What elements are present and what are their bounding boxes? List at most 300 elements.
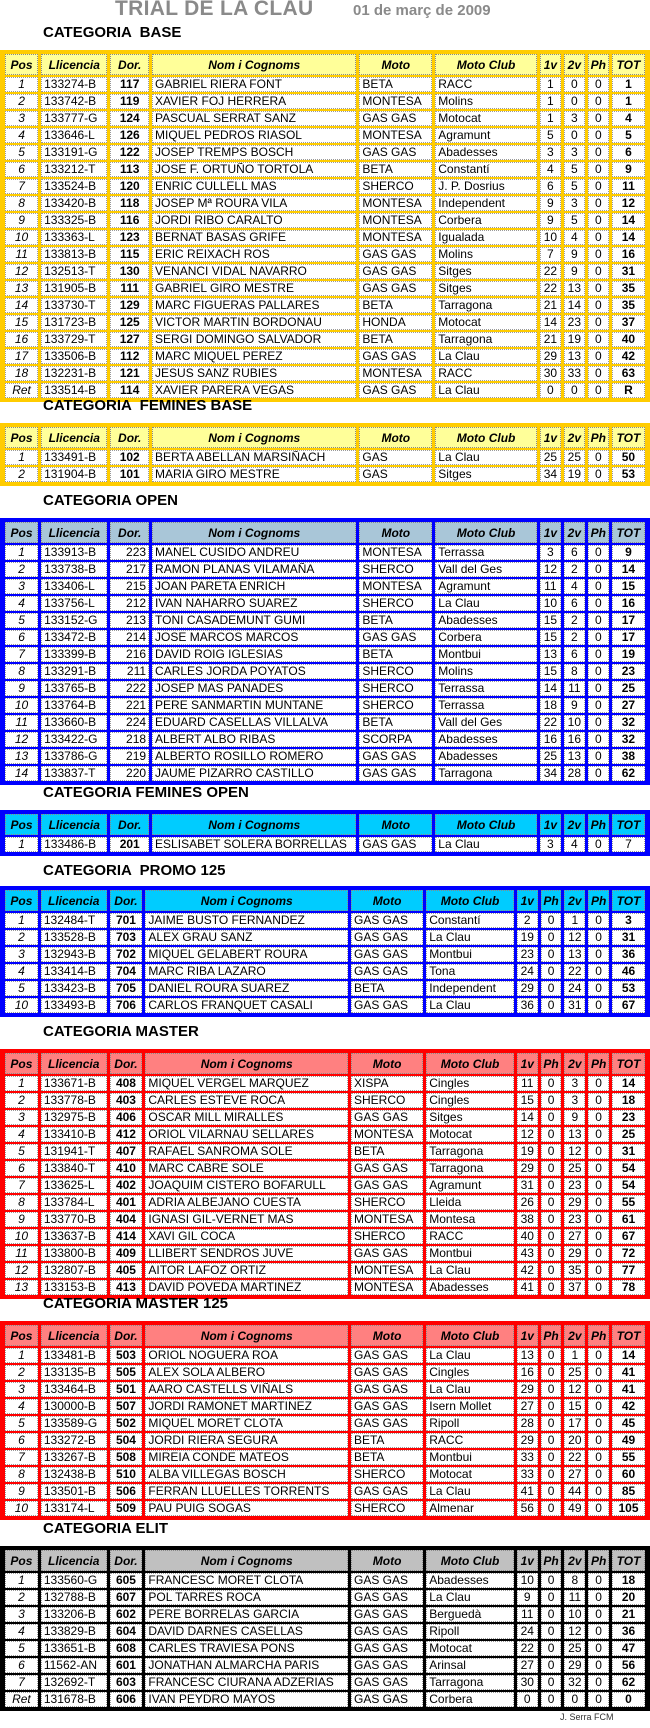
cell-lap1: 33 xyxy=(517,1467,538,1482)
cell-bib: 605 xyxy=(110,1573,143,1588)
cell-lap1: 1 xyxy=(540,94,561,109)
cell-total: 67 xyxy=(612,998,645,1013)
cell-lap1: 21 xyxy=(540,298,561,313)
cell-club: Sitges xyxy=(435,467,537,482)
column-header-license: Llicencia xyxy=(41,1053,107,1074)
column-header-pos: Pos xyxy=(5,54,38,75)
cell-total: R xyxy=(612,383,645,398)
cell-name: MARC CABRE SOLE xyxy=(145,1161,348,1176)
cell-name: JORDI RIERA SEGURA xyxy=(145,1433,348,1448)
cell-club: Corbera xyxy=(435,213,537,228)
cell-bike: BETA xyxy=(359,647,432,662)
cell-club: Constantí xyxy=(435,162,537,177)
table-row xyxy=(5,179,645,194)
cell-total: 42 xyxy=(612,349,645,364)
table-row xyxy=(5,1127,645,1142)
cell-pos: 6 xyxy=(5,630,38,645)
column-header-license: Llicencia xyxy=(41,522,107,543)
cell-penalty2: 0 xyxy=(588,1641,609,1656)
cell-license: 132788-B xyxy=(41,1590,107,1605)
cell-club: Motocat xyxy=(426,1467,514,1482)
table-row xyxy=(5,247,645,262)
table-row xyxy=(5,837,645,852)
cell-penalty: 0 xyxy=(588,315,609,330)
cell-name: ORIOL NOGUERA ROA xyxy=(145,1348,348,1363)
cell-penalty2: 0 xyxy=(588,964,609,979)
column-header-name: Nom i Cognoms xyxy=(152,522,356,543)
cell-lap2: 12 xyxy=(564,1144,585,1159)
cell-lap1: 9 xyxy=(540,196,561,211)
cell-lap1: 22 xyxy=(540,281,561,296)
column-header-bib: Dor. xyxy=(110,890,143,911)
category-title: CATEGORIA MASTER xyxy=(43,1023,199,1040)
cell-club: La Clau xyxy=(426,930,514,945)
cell-lap2: 6 xyxy=(564,545,585,560)
cell-bike: SHERCO xyxy=(351,1093,423,1108)
cell-club: Sitges xyxy=(426,1110,514,1125)
column-header-bike: Moto xyxy=(359,54,432,75)
cell-pos: 4 xyxy=(5,964,38,979)
table-header-row xyxy=(5,522,645,543)
cell-club: Abadesses xyxy=(435,749,537,764)
cell-lap1: 41 xyxy=(517,1280,538,1295)
cell-club: Motocat xyxy=(426,1641,514,1656)
cell-total: 32 xyxy=(612,732,645,747)
cell-lap2: 27 xyxy=(564,1467,585,1482)
cell-name: DAVID ROIG IGLESIAS xyxy=(152,647,356,662)
cell-name: XAVIER PARERA VEGAS xyxy=(152,383,356,398)
cell-penalty1: 0 xyxy=(541,1450,562,1465)
cell-lap1: 23 xyxy=(517,947,538,962)
cell-pos: 11 xyxy=(5,715,38,730)
cell-lap1: 0 xyxy=(540,383,561,398)
cell-license: 131905-B xyxy=(41,281,107,296)
cell-license: 133152-G xyxy=(41,613,107,628)
column-header-lap2: 2v xyxy=(564,1053,585,1074)
cell-name: DAVID DARNES CASELLAS xyxy=(145,1624,348,1639)
cell-lap2: 3 xyxy=(564,111,585,126)
cell-penalty2: 0 xyxy=(588,1280,609,1295)
column-header-license: Llicencia xyxy=(41,427,107,448)
cell-bike: GAS GAS xyxy=(359,349,432,364)
cell-lap2: 9 xyxy=(564,264,585,279)
cell-lap2: 4 xyxy=(564,579,585,594)
cell-license: 133464-B xyxy=(41,1382,107,1397)
cell-penalty: 0 xyxy=(588,383,609,398)
cell-license: 133267-B xyxy=(41,1450,107,1465)
cell-bib: 101 xyxy=(110,467,149,482)
column-header-bike: Moto xyxy=(359,522,432,543)
cell-penalty1: 0 xyxy=(541,1484,562,1499)
column-header-penalty2: Ph xyxy=(588,890,609,911)
cell-lap2: 2 xyxy=(564,613,585,628)
cell-lap1: 25 xyxy=(540,749,561,764)
cell-license: 133560-G xyxy=(41,1573,107,1588)
cell-penalty: 0 xyxy=(588,596,609,611)
column-header-penalty2: Ph xyxy=(588,1550,609,1571)
cell-bike: GAS GAS xyxy=(359,837,432,852)
cell-total: 27 xyxy=(612,698,645,713)
cell-club: Vall del Ges xyxy=(435,562,537,577)
cell-total: 53 xyxy=(612,981,645,996)
cell-license: 133506-B xyxy=(41,349,107,364)
cell-total: 55 xyxy=(612,1195,645,1210)
cell-total: 23 xyxy=(612,1110,645,1125)
cell-bib: 224 xyxy=(110,715,149,730)
cell-lap1: 25 xyxy=(540,450,561,465)
cell-club: Cingles xyxy=(426,1365,514,1380)
cell-lap1: 13 xyxy=(540,647,561,662)
cell-bib: 220 xyxy=(110,766,149,781)
cell-lap1: 1 xyxy=(540,77,561,92)
column-header-penalty: Ph xyxy=(588,54,609,75)
cell-total: 14 xyxy=(612,230,645,245)
cell-penalty: 0 xyxy=(588,179,609,194)
cell-license: 133135-B xyxy=(41,1365,107,1380)
cell-penalty2: 0 xyxy=(588,1348,609,1363)
cell-bib: 502 xyxy=(110,1416,143,1431)
cell-bib: 114 xyxy=(110,383,149,398)
cell-license: 133813-B xyxy=(41,247,107,262)
cell-bike: GAS GAS xyxy=(351,1624,423,1639)
results-table xyxy=(2,520,648,783)
cell-pos: 3 xyxy=(5,1110,38,1125)
cell-license: 133423-B xyxy=(41,981,107,996)
column-header-pos: Pos xyxy=(5,1325,38,1346)
cell-pos: Ret xyxy=(5,383,38,398)
cell-penalty1: 0 xyxy=(541,1573,562,1588)
column-header-lap1: 1v xyxy=(517,1053,538,1074)
cell-pos: 5 xyxy=(5,1641,38,1656)
cell-penalty: 0 xyxy=(588,298,609,313)
cell-lap1: 10 xyxy=(517,1573,538,1588)
cell-lap2: 20 xyxy=(564,1433,585,1448)
cell-pos: 18 xyxy=(5,366,38,381)
cell-name: LLIBERT SENDROS JUVE xyxy=(145,1246,348,1261)
cell-lap1: 10 xyxy=(540,230,561,245)
cell-lap2: 27 xyxy=(564,1229,585,1244)
column-header-pos: Pos xyxy=(5,1550,38,1571)
column-header-lap1: 1v xyxy=(517,1550,538,1571)
cell-bike: MONTESA xyxy=(359,579,432,594)
cell-penalty2: 0 xyxy=(588,913,609,928)
column-header-total: TOT xyxy=(612,1325,645,1346)
cell-name: AITOR LAFOZ ORTIZ xyxy=(145,1263,348,1278)
cell-club: Sitges xyxy=(435,264,537,279)
cell-lap1: 6 xyxy=(540,179,561,194)
column-header-penalty: Ph xyxy=(588,427,609,448)
cell-penalty1: 0 xyxy=(541,1144,562,1159)
cell-lap1: 9 xyxy=(517,1590,538,1605)
column-header-total: TOT xyxy=(612,522,645,543)
cell-penalty: 0 xyxy=(588,196,609,211)
cell-penalty2: 0 xyxy=(588,1658,609,1673)
cell-bib: 606 xyxy=(110,1692,143,1707)
cell-name: FRANCESC MORET CLOTA xyxy=(145,1573,348,1588)
cell-bib: 403 xyxy=(110,1093,143,1108)
cell-bike: MONTESA xyxy=(359,94,432,109)
cell-pos: 13 xyxy=(5,1280,38,1295)
cell-bib: 215 xyxy=(110,579,149,594)
table-row xyxy=(5,930,645,945)
table-row xyxy=(5,545,645,560)
cell-license: 133625-L xyxy=(41,1178,107,1193)
cell-lap1: 10 xyxy=(540,596,561,611)
cell-lap1: 16 xyxy=(517,1365,538,1380)
results-table xyxy=(2,52,648,400)
column-header-bib: Dor. xyxy=(110,1325,143,1346)
cell-club: Motocat xyxy=(435,315,537,330)
table-row xyxy=(5,264,645,279)
column-header-penalty: Ph xyxy=(588,522,609,543)
cell-club: RACC xyxy=(426,1229,514,1244)
cell-bike: SHERCO xyxy=(359,562,432,577)
cell-bike: MONTESA xyxy=(351,1127,423,1142)
cell-club: Molins xyxy=(435,664,537,679)
cell-lap1: 3 xyxy=(540,545,561,560)
cell-club: Terrassa xyxy=(435,545,537,560)
cell-bike: GAS GAS xyxy=(351,1658,423,1673)
cell-penalty1: 0 xyxy=(541,1692,562,1707)
column-header-name: Nom i Cognoms xyxy=(145,1053,348,1074)
cell-bike: GAS GAS xyxy=(351,1161,423,1176)
cell-penalty: 0 xyxy=(588,230,609,245)
cell-lap2: 8 xyxy=(564,1573,585,1588)
cell-bib: 504 xyxy=(110,1433,143,1448)
cell-penalty1: 0 xyxy=(541,947,562,962)
cell-total: 14 xyxy=(612,213,645,228)
cell-pos: 10 xyxy=(5,230,38,245)
cell-total: 9 xyxy=(612,545,645,560)
cell-bib: 118 xyxy=(110,196,149,211)
cell-license: 133646-L xyxy=(41,128,107,143)
cell-pos: 1 xyxy=(5,450,38,465)
cell-name: IVAN PEYDRO MAYOS xyxy=(145,1692,348,1707)
cell-bib: 507 xyxy=(110,1399,143,1414)
table-row xyxy=(5,1573,645,1588)
cell-pos: 2 xyxy=(5,467,38,482)
cell-penalty1: 0 xyxy=(541,1110,562,1125)
cell-name: JESUS SANZ RUBIES xyxy=(152,366,356,381)
cell-penalty2: 0 xyxy=(588,1195,609,1210)
cell-total: 0 xyxy=(612,1692,645,1707)
cell-lap2: 12 xyxy=(564,930,585,945)
cell-bike: GAS GAS xyxy=(351,930,423,945)
cell-bike: GAS GAS xyxy=(359,145,432,160)
cell-bike: GAS GAS xyxy=(351,964,423,979)
column-header-penalty1: Ph xyxy=(541,1325,562,1346)
cell-lap2: 23 xyxy=(564,1212,585,1227)
cell-pos: 8 xyxy=(5,1467,38,1482)
cell-penalty2: 0 xyxy=(588,1692,609,1707)
cell-lap1: 28 xyxy=(517,1416,538,1431)
cell-total: 54 xyxy=(612,1161,645,1176)
table-row xyxy=(5,1382,645,1397)
table-row xyxy=(5,1501,645,1516)
table-row xyxy=(5,1641,645,1656)
cell-lap1: 42 xyxy=(517,1263,538,1278)
cell-penalty2: 0 xyxy=(588,998,609,1013)
cell-lap1: 1 xyxy=(540,111,561,126)
table-row xyxy=(5,664,645,679)
table-row xyxy=(5,947,645,962)
cell-penalty2: 0 xyxy=(588,1450,609,1465)
cell-lap2: 13 xyxy=(564,281,585,296)
cell-name: DANIEL ROURA SUAREZ xyxy=(145,981,348,996)
cell-name: MIREIA CONDE MATEOS xyxy=(145,1450,348,1465)
cell-club: Tona xyxy=(426,964,514,979)
cell-club: Almenar xyxy=(426,1501,514,1516)
cell-name: MARIA GIRO MESTRE xyxy=(152,467,356,482)
cell-license: 133770-B xyxy=(41,1212,107,1227)
cell-lap2: 8 xyxy=(564,664,585,679)
column-header-lap2: 2v xyxy=(564,890,585,911)
cell-bike: GAS GAS xyxy=(351,1348,423,1363)
cell-lap2: 5 xyxy=(564,162,585,177)
cell-bib: 705 xyxy=(110,981,143,996)
cell-bike: GAS GAS xyxy=(351,1399,423,1414)
cell-total: 18 xyxy=(612,1573,645,1588)
cell-pos: 9 xyxy=(5,1484,38,1499)
cell-lap2: 32 xyxy=(564,1675,585,1690)
cell-lap2: 2 xyxy=(564,630,585,645)
cell-lap1: 27 xyxy=(517,1399,538,1414)
cell-club: La Clau xyxy=(426,1590,514,1605)
cell-club: J. P. Dosrius xyxy=(435,179,537,194)
cell-lap2: 35 xyxy=(564,1263,585,1278)
cell-bib: 603 xyxy=(110,1675,143,1690)
cell-total: 45 xyxy=(612,1416,645,1431)
cell-total: 1 xyxy=(612,77,645,92)
cell-pos: 10 xyxy=(5,1501,38,1516)
cell-name: OSCAR MILL MIRALLES xyxy=(145,1110,348,1125)
cell-lap2: 28 xyxy=(564,766,585,781)
cell-club: Igualada xyxy=(435,230,537,245)
cell-penalty1: 0 xyxy=(541,1590,562,1605)
author-credit: J. Serra FCM xyxy=(560,1712,614,1722)
column-header-bike: Moto xyxy=(351,1053,423,1074)
cell-pos: 9 xyxy=(5,681,38,696)
cell-pos: 7 xyxy=(5,647,38,662)
cell-bib: 409 xyxy=(110,1246,143,1261)
cell-lap1: 15 xyxy=(540,664,561,679)
table-row xyxy=(5,596,645,611)
cell-name: JORDI RIBO CARALTO xyxy=(152,213,356,228)
cell-club: Agramunt xyxy=(426,1178,514,1193)
cell-penalty1: 0 xyxy=(541,1467,562,1482)
cell-penalty2: 0 xyxy=(588,1467,609,1482)
cell-bib: 602 xyxy=(110,1607,143,1622)
table-row xyxy=(5,366,645,381)
cell-lap2: 1 xyxy=(564,1348,585,1363)
cell-bike: MONTESA xyxy=(359,128,432,143)
cell-club: Montbui xyxy=(426,1450,514,1465)
cell-penalty1: 0 xyxy=(541,1624,562,1639)
cell-lap1: 31 xyxy=(517,1178,538,1193)
cell-penalty1: 0 xyxy=(541,1675,562,1690)
cell-total: 40 xyxy=(612,332,645,347)
table-row xyxy=(5,196,645,211)
cell-license: 133153-B xyxy=(41,1280,107,1295)
cell-pos: 5 xyxy=(5,1144,38,1159)
column-header-total: TOT xyxy=(612,54,645,75)
cell-lap1: 5 xyxy=(540,128,561,143)
cell-pos: 2 xyxy=(5,1093,38,1108)
cell-bike: GAS GAS xyxy=(359,247,432,262)
cell-penalty: 0 xyxy=(588,681,609,696)
table-row xyxy=(5,450,645,465)
cell-total: 1 xyxy=(612,94,645,109)
cell-license: 133651-B xyxy=(41,1641,107,1656)
column-header-club: Moto Club xyxy=(435,522,537,543)
cell-bike: GAS GAS xyxy=(351,1110,423,1125)
category-title: CATEGORIA OPEN xyxy=(43,492,179,509)
cell-penalty2: 0 xyxy=(588,1229,609,1244)
cell-name: GABRIEL RIERA FONT xyxy=(152,77,356,92)
cell-pos: 6 xyxy=(5,1433,38,1448)
cell-lap2: 5 xyxy=(564,179,585,194)
column-header-lap1: 1v xyxy=(540,814,561,835)
cell-bike: SCORPA xyxy=(359,732,432,747)
cell-club: Tarragona xyxy=(426,1161,514,1176)
cell-bib: 112 xyxy=(110,349,149,364)
cell-club: Vall del Ges xyxy=(435,715,537,730)
cell-lap1: 15 xyxy=(540,630,561,645)
cell-bike: GAS GAS xyxy=(359,383,432,398)
cell-license: 132943-B xyxy=(41,947,107,962)
cell-penalty: 0 xyxy=(588,749,609,764)
cell-club: Montbui xyxy=(435,647,537,662)
column-header-name: Nom i Cognoms xyxy=(152,427,356,448)
cell-total: 60 xyxy=(612,1467,645,1482)
cell-lap2: 0 xyxy=(564,383,585,398)
cell-penalty: 0 xyxy=(588,837,609,852)
cell-penalty: 0 xyxy=(588,467,609,482)
cell-license: 133742-B xyxy=(41,94,107,109)
cell-name: JONATHAN ALMARCHA PARIS xyxy=(145,1658,348,1673)
cell-lap1: 14 xyxy=(540,681,561,696)
column-header-lap2: 2v xyxy=(564,427,585,448)
cell-lap1: 41 xyxy=(517,1484,538,1499)
cell-bike: GAS GAS xyxy=(351,1416,423,1431)
cell-pos: 9 xyxy=(5,213,38,228)
cell-pos: 14 xyxy=(5,298,38,313)
column-header-bike: Moto xyxy=(359,814,432,835)
column-header-penalty2: Ph xyxy=(588,1325,609,1346)
results-table xyxy=(2,425,648,484)
cell-total: 55 xyxy=(612,1450,645,1465)
cell-total: 61 xyxy=(612,1212,645,1227)
cell-bike: GAS GAS xyxy=(351,1607,423,1622)
table-row xyxy=(5,111,645,126)
cell-total: 72 xyxy=(612,1246,645,1261)
table-row xyxy=(5,913,645,928)
cell-total: 11 xyxy=(612,179,645,194)
table-header-row xyxy=(5,54,645,75)
cell-lap2: 0 xyxy=(564,94,585,109)
cell-club: La Clau xyxy=(426,1263,514,1278)
cell-bib: 405 xyxy=(110,1263,143,1278)
cell-lap2: 3 xyxy=(564,145,585,160)
cell-total: 53 xyxy=(612,467,645,482)
table-row xyxy=(5,213,645,228)
cell-club: Agramunt xyxy=(435,579,537,594)
table-row xyxy=(5,964,645,979)
cell-bib: 219 xyxy=(110,749,149,764)
cell-name: TONI CASADEMUNT GUMI xyxy=(152,613,356,628)
cell-license: 131723-B xyxy=(41,315,107,330)
cell-penalty1: 0 xyxy=(541,1641,562,1656)
